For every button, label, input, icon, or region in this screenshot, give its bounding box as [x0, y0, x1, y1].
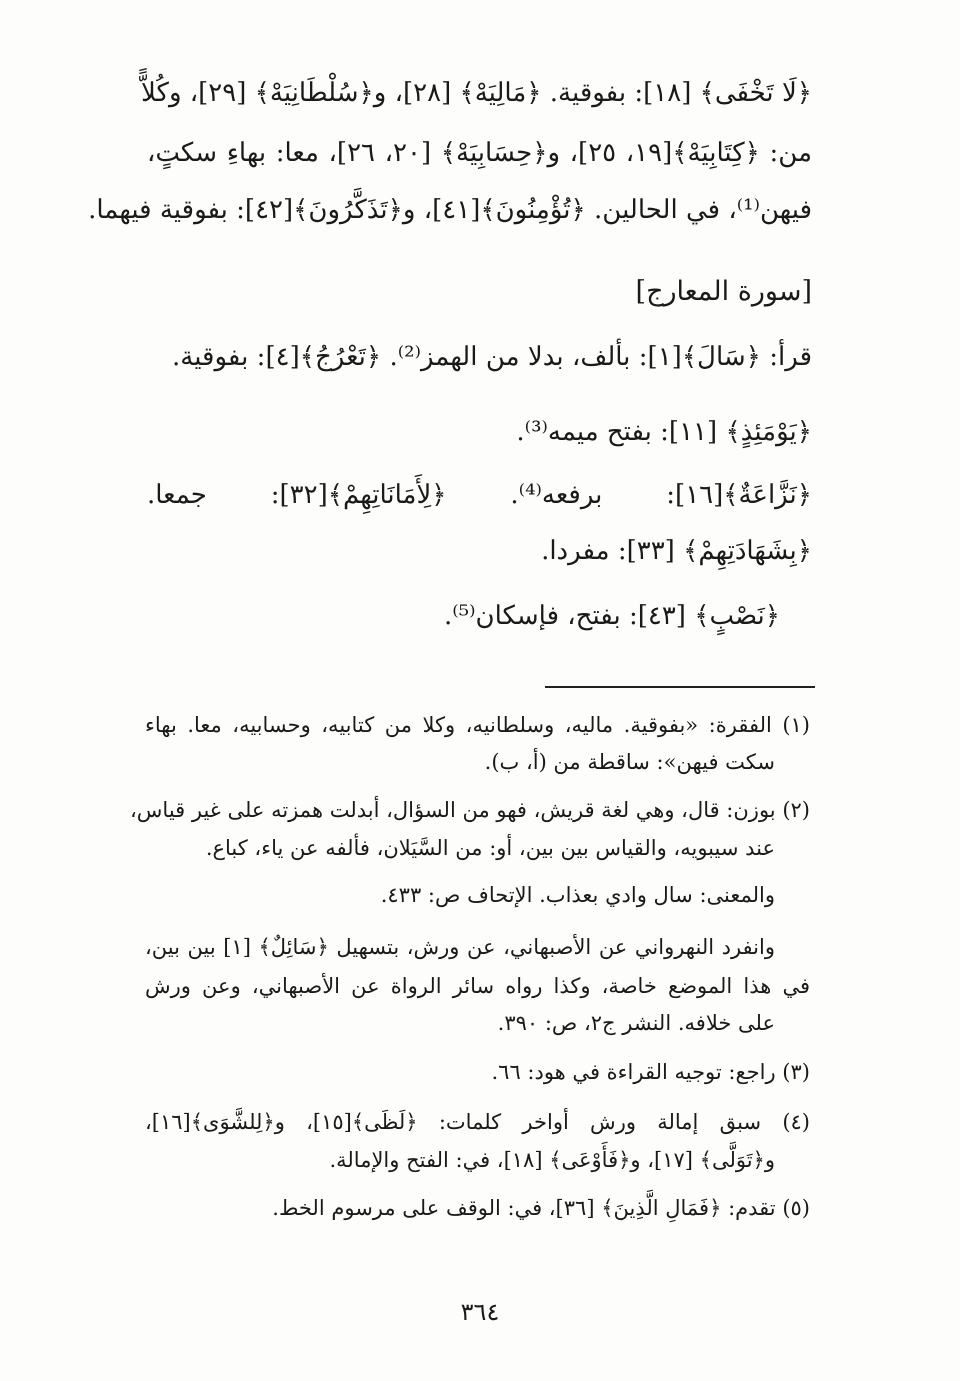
footnote-line: (٥) تقدم: ﴿فَمَالِ الَّذِينَ﴾ [٣٦]، في: الوقف على مرسوم الخط.	[272, 1196, 810, 1220]
footnote-line: عند سيبويه، والقياس بين بين، أو: من السَّيَلان، فألفه عن ياء، كباع.	[205, 836, 775, 860]
footnote-line: على خلافه. النشر ج٢، ص: ٣٩٠.	[497, 1011, 775, 1035]
footnote-line: في هذا الموضع خاصة، وكذا رواه سائر الرواة عن الأصبهاني، وعن ورش	[145, 974, 810, 998]
footnote-line: (٤) سبق إمالة ورش أواخر كلمات: ﴿لَظَى﴾[١٥]، و﴿لِلشَّوَى﴾[١٦]،	[145, 1110, 810, 1134]
footnote-line: والمعنى: سال وادي بعذاب. الإتحاف ص: ٤٣٣.	[380, 883, 775, 907]
footnote-line: (٣) راجع: توجيه القراءة في هود: ٦٦.	[491, 1060, 810, 1084]
surah-heading: [سورة المعارج]	[635, 276, 812, 307]
paragraph-line: فيهن⁽¹⁾، في الحالين. ﴿تُؤْمِنُونَ﴾[٤١]، و﴿تَذَكَّرُونَ﴾[٤٢]: بفوقية فيهما.	[88, 195, 812, 225]
page-number: ٣٦٤	[460, 1298, 500, 1326]
paragraph-line: ﴿يَوْمَئِذٍ﴾ [١١]: بفتح ميمه⁽³⁾.	[516, 417, 812, 447]
paragraph-line: قرأ: ﴿سَالَ﴾[١]: بألف، بدلا من الهمز⁽²⁾. ﴿تَعْرُجُ﴾[٤]: بفوقية.	[172, 342, 813, 372]
footnote-line: (١) الفقرة: «بفوقية. ماليه، وسلطانيه، وكلا من كتابيه، وحسابيه، معا. بهاء	[145, 713, 810, 737]
footnote-line: سكت فيهن»: ساقطة من (أ، ب).	[484, 750, 775, 774]
footnote-line: و﴿تَوَلَّى﴾ [١٧]، و﴿فَأَوْعَى﴾ [١٨]، في: الفتح والإمالة.	[329, 1148, 775, 1172]
paragraph-line: من: ﴿كِتَابِيَهْ﴾[١٩، ٢٥]، و﴿حِسَابِيَهْ﴾ [٢٠، ٢٦]، معا: بهاءِ سكتٍ،	[147, 138, 813, 168]
footnote-line: وانفرد النهرواني عن الأصبهاني، عن ورش، بتسهيل ﴿سَائِلٌ﴾ [١] بين بين،	[145, 935, 775, 959]
paragraph-line: ﴿نَصْبٍ﴾ [٤٣]: بفتح، فإسكان⁽⁵⁾.	[444, 601, 780, 631]
paragraph-line: ﴿نَزَّاعَةٌ﴾[١٦]: برفعه⁽⁴⁾. ﴿لِأَمَانَاتِهِمْ﴾[٣٢]: جمعا.	[147, 480, 812, 510]
paragraph-line: ﴿لَا تَخْفَى﴾ [١٨]: بفوقية. ﴿مَالِيَهْ﴾ [٢٨]، و﴿سُلْطَانِيَهْ﴾ [٢٩]، وكُلاًّ	[141, 78, 812, 108]
footnote-separator	[545, 686, 815, 688]
footnote-line: (٢) بوزن: قال، وهي لغة قريش، فهو من السؤال، أبدلت همزته على غير قياس،	[130, 798, 810, 822]
paragraph-line: ﴿بِشَهَادَتِهِمْ﴾ [٣٣]: مفردا.	[541, 536, 812, 566]
